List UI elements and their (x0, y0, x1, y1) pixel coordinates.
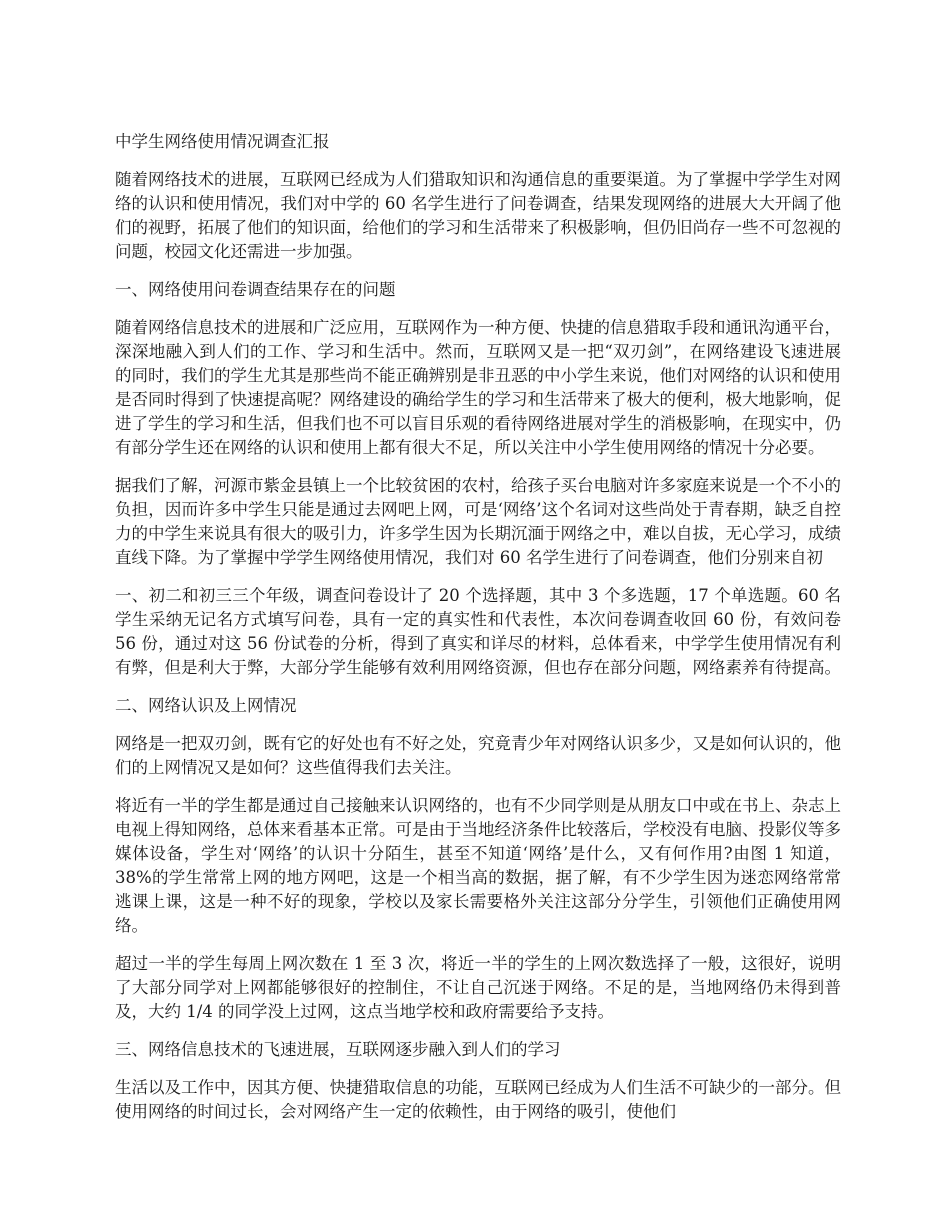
section-2-paragraph-2: 将近有一半的学生都是通过自己接触来认识网络的，也有不少同学则是从朋友口中或在书上、杂志上电视上得知网络，总体来看基本正常。可是由于当地经济条件比较落后，学校没有电脑、投影仪等多媒体设备，学生对‘网络’的认识十分陌生，甚至不知道‘网络’是什么，又有何作用?由图 1 知道，38%的学生常常上网的地方网吧，这是一个相当高的数据，据了解，有不少学生因为迷恋网络常常逃课上课，这是一种不好的现象，学校以及家长需要格外关注这部分分学生，引领他们正确使用网络。 (115, 796, 841, 935)
intro-paragraph: 随着网络技术的进展，互联网已经成为人们猎取知识和沟通信息的重要渠道。为了掌握中学学生对网络的认识和使用情况，我们对中学的 60 名学生进行了问卷调查，结果发现网络的进展大大开阔了他们的视野，拓展了他们的知识面，给他们的学习和生活带来了积极影响，但仍旧尚存一些不可忽视的问题，校园文化还需进一步加强。 (115, 170, 841, 261)
section-2-paragraph-3: 超过一半的学生每周上网次数在 1 至 3 次，将近一半的学生的上网次数选择了一般，这很好，说明了大部分同学对上网都能够很好的控制住，不让自己沉迷于网络。不足的是，当地网络仍未得到普及，大约 1/4 的同学没上过网，这点当地学校和政府需要给予支持。 (115, 954, 841, 1021)
section-3-paragraph-1: 生活以及工作中，因其方便、快捷猎取信息的功能，互联网已经成为人们生活不可缺少的一部分。但使用网络的时间过长，会对网络产生一定的依赖性，由于网络的吸引，使他们 (115, 1078, 841, 1121)
document-title: 中学生网络使用情况调查汇报 (115, 132, 330, 151)
section-2-paragraph-1: 网络是一把双刃剑，既有它的好处也有不好之处，究竟青少年对网络认识多少，又是如何认识的，他们的上网情况又是如何？这些值得我们去关注。 (115, 734, 841, 777)
section-3-heading: 三、网络信息技术的飞速进展，互联网逐步融入到人们的学习 (115, 1040, 561, 1059)
section-2-heading: 二、网络认识及上网情况 (115, 696, 297, 715)
section-1-heading: 一、网络使用问卷调查结果存在的问题 (115, 280, 396, 299)
document-page (115, 120, 841, 1138)
section-1-paragraph-2: 据我们了解，河源市紫金县镇上一个比较贫困的农村，给孩子买台电脑对许多家庭来说是一个不小的负担，因而许多中学生只能是通过去网吧上网，可是‘网络’这个名词对这些尚处于青春期，缺乏自控力的中学生来说具有很大的吸引力，许多学生因为长期沉湎于网络之中，难以自拔，无心学习，成绩直线下降。为了掌握中学学生网络使用情况，我们对 60 名学生进行了问卷调查，他们分别来自初 (115, 476, 841, 567)
section-1-paragraph-3: 一、初二和初三三个年级，调查问卷设计了 20 个选择题，其中 3 个多选题，17 个单选题。60 名学生采纳无记名方式填写问卷，具有一定的真实性和代表性，本次问卷调查收回 60 份，有效问卷 56 份，通过对这 56 份试卷的分析，得到了真实和详尽的材料，总体看来，中学学生使用情况有利有弊，但是利大于弊，大部分学生能够有效利用网络资源，但也存在部分问题，网络素养有待提高。 (115, 586, 841, 677)
section-1-paragraph-1: 随着网络信息技术的进展和广泛应用，互联网作为一种方便、快捷的信息猎取手段和通讯沟通平台，深深地融入到人们的工作、学习和生活中。然而，互联网又是一把“双刃剑”，在网络建设飞速进展的同时，我们的学生尤其是那些尚不能正确辨别是非丑恶的中小学生来说，他们对网络的认识和使用是否同时得到了快速提高呢？网络建设的确给学生的学习和生活带来了极大的便利，极大地影响，促进了学生的学习和生活，但我们也不可以盲目乐观的看待网络进展对学生的消极影响，在现实中，仍有部分学生还在网络的认识和使用上都有很大不足，所以关注中小学生使用网络的情况十分必要。 (115, 318, 841, 457)
